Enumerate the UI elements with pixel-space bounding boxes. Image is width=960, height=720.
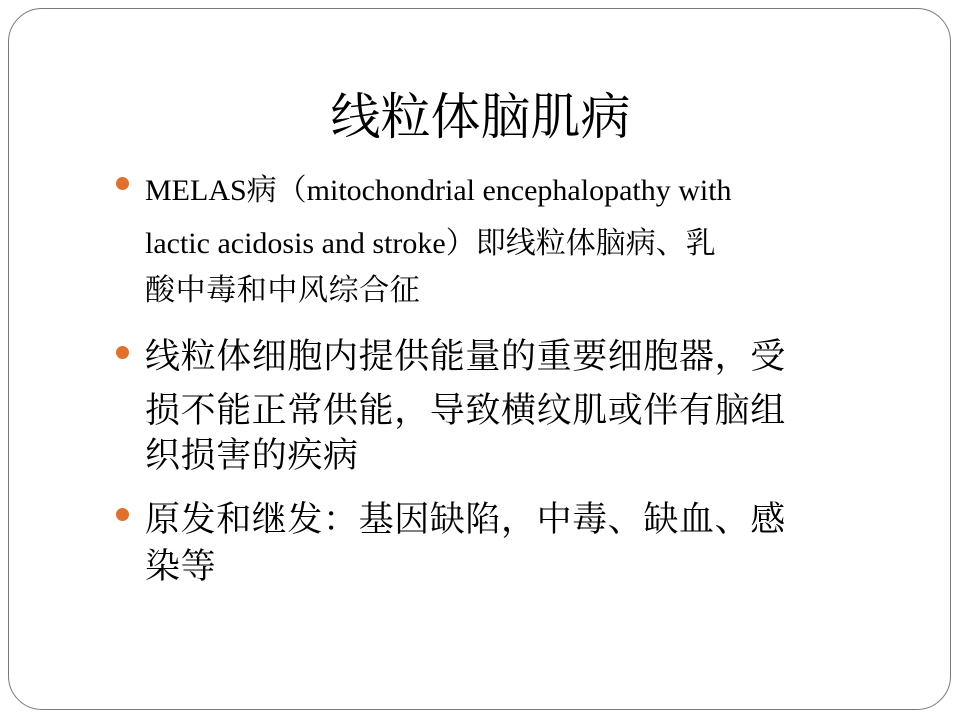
bullet-text-line: MELAS病（mitochondrial encephalopathy with xyxy=(145,174,732,207)
bullet-text-line: lactic acidosis and stroke）即线粒体脑病、乳 xyxy=(145,227,716,260)
bullet-text-line: 酸中毒和中风综合征 xyxy=(145,273,421,308)
bullet-text-line: 线粒体细胞内提供能量的重要细胞器，受 xyxy=(145,337,786,377)
bullet-dot-icon xyxy=(116,508,129,521)
bullet-text-line: 染等 xyxy=(145,547,217,587)
bullet-text-line: 损不能正常供能，导致横纹肌或伴有脑组 xyxy=(145,391,786,431)
bullet-dot-icon xyxy=(116,177,129,190)
bullet-text-line: 织损害的疾病 xyxy=(145,436,359,476)
slide-title: 线粒体脑肌病 xyxy=(330,88,631,146)
slide-frame xyxy=(8,8,951,710)
bullet-text-line: 原发和继发：基因缺陷，中毒、缺血、感 xyxy=(145,500,786,540)
bullet-dot-icon xyxy=(116,346,129,359)
